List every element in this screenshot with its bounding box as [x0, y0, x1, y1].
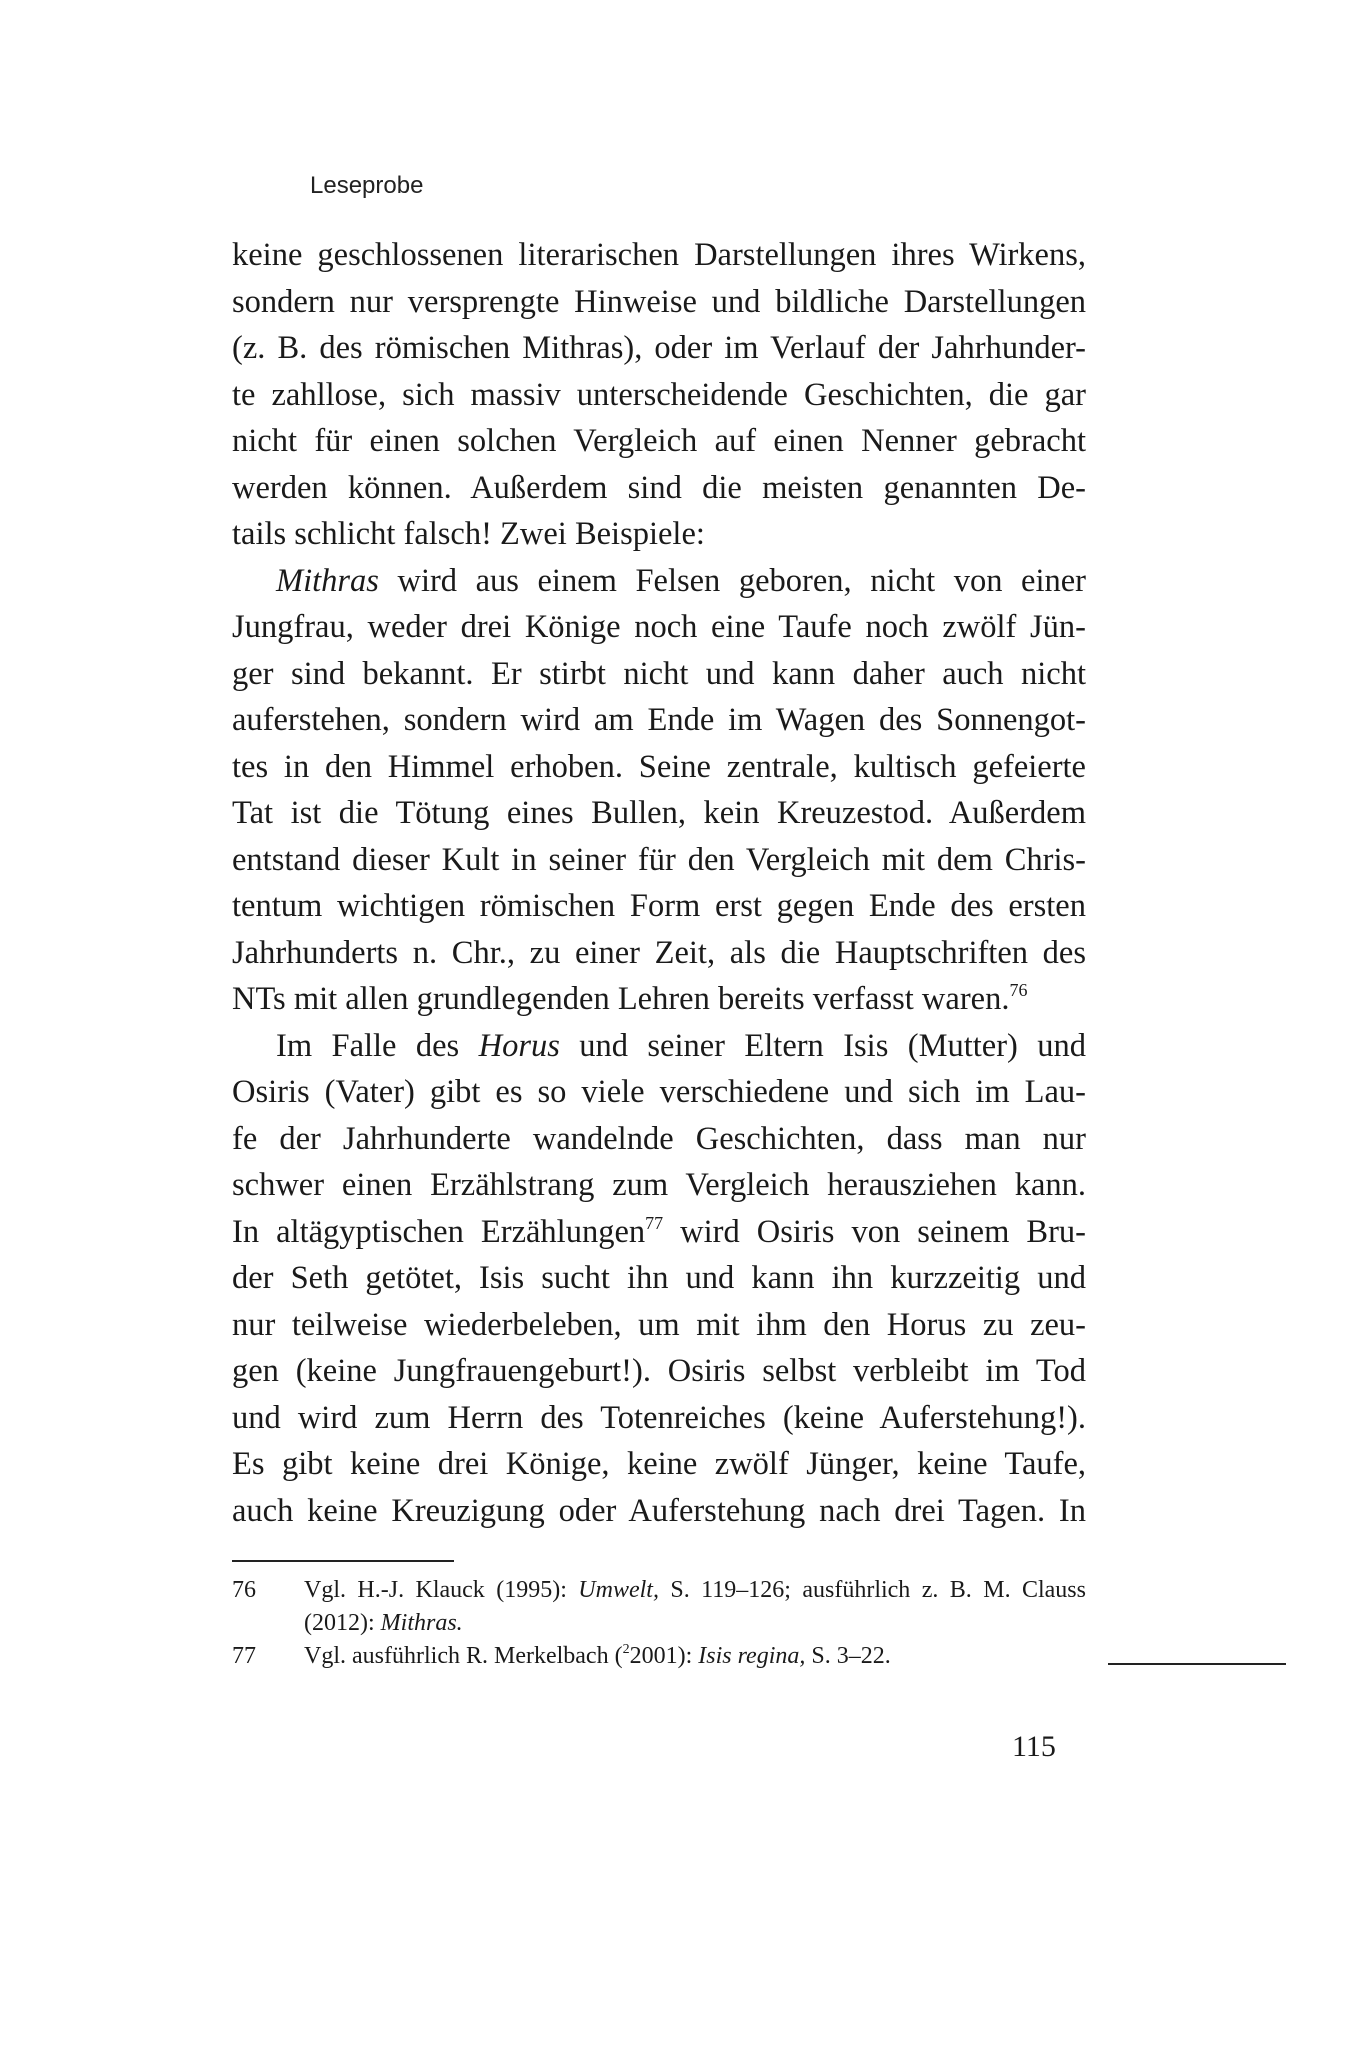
margin-rule — [1108, 1663, 1286, 1665]
text-run: wird aus einem Felsen geboren, nicht von einer — [378, 562, 1086, 599]
emphasis: Horus — [478, 1027, 560, 1064]
text-line: fe der Jahrhunderte wandelnde Geschichten, dass man nur — [232, 1120, 1086, 1157]
text-line: Osiris (Vater) gibt es so viele verschiedene und sich im Lau- — [232, 1074, 1086, 1110]
footnote-76 — [232, 1574, 1086, 1640]
text-line: sondern nur versprengte Hinweise und bildliche Darstellungen — [232, 283, 1086, 320]
edition-superscript: 2 — [622, 1642, 630, 1657]
text-line: nur teilweise wiederbeleben, um mit ihm den Horus zu zeu- — [232, 1306, 1086, 1343]
text-run: NTs mit allen grundlegenden Lehren bereits verfasst waren. — [232, 981, 1010, 1017]
text-run: Im Falle des — [276, 1027, 479, 1064]
text-line: ger sind bekannt. Er stirbt nicht und kann daher auch nicht — [232, 655, 1086, 692]
text-line: tentum wichtigen römischen Form erst gegen Ende des ersten — [232, 888, 1086, 924]
footnotes — [232, 1574, 1086, 1673]
text-line: gen (keine Jungfrauengeburt!). Osiris selbst verbleibt im Tod — [232, 1353, 1086, 1389]
text-line: keine geschlossenen literarischen Darstellungen ihres Wirkens, — [232, 237, 1086, 273]
text-line: der Seth getötet, Isis sucht ihn und kann ihn kurzzeitig und — [232, 1260, 1086, 1296]
footnote-line — [304, 1574, 1086, 1607]
text-run: S. 3–22. — [805, 1643, 891, 1669]
text-run: und seiner Eltern Isis (Mutter) und — [559, 1027, 1086, 1064]
footnote-77 — [232, 1640, 1086, 1673]
footnote-divider — [232, 1560, 454, 1562]
text-line — [232, 1023, 1086, 1070]
text-line: te zahllose, sich massiv unterscheidende Geschichten, die gar — [232, 376, 1086, 413]
body-text — [232, 232, 1086, 1534]
text-run: In altägyptischen Erzählungen — [232, 1213, 646, 1250]
footnote-text — [304, 1574, 1086, 1640]
page-header-label: Leseprobe — [310, 172, 424, 199]
footnote-ref-77: 77 — [645, 1212, 664, 1233]
footnote-line — [304, 1607, 1086, 1640]
text-line: nicht für einen solchen Vergleich auf einen Nenner gebracht — [232, 423, 1086, 459]
footnote-ref-76: 76 — [1009, 980, 1028, 1000]
text-line — [232, 1209, 1086, 1256]
text-line — [232, 976, 1086, 1023]
paragraph — [232, 558, 1086, 1023]
text-line: Jungfrau, weder drei Könige noch eine Taufe noch zwölf Jün- — [232, 609, 1086, 645]
text-line: Jahrhunderts n. Chr., zu einer Zeit, als die Hauptschriften des — [232, 934, 1086, 971]
text-line: tails schlicht falsch! Zwei Beispiele: — [232, 516, 705, 552]
text-line — [232, 558, 1086, 605]
text-run: wird Osiris von seinem Bru- — [663, 1213, 1086, 1250]
text-run: Vgl. ausführlich R. Merkelbach ( — [304, 1643, 623, 1669]
footnote-number: 77 — [232, 1643, 256, 1669]
text-line: werden können. Außerdem sind die meisten genannten De- — [232, 469, 1086, 506]
text-line: Tat ist die Tötung eines Bullen, kein Kreuzestod. Außerdem — [232, 795, 1086, 831]
text-line: Es gibt keine drei Könige, keine zwölf Jünger, keine Taufe, — [232, 1446, 1086, 1482]
text-line: entstand dieser Kult in seiner für den Vergleich mit dem Chris- — [232, 841, 1086, 878]
paragraph — [232, 1023, 1086, 1535]
text-line: schwer einen Erzählstrang zum Vergleich herausziehen kann. — [232, 1167, 1086, 1203]
page-number: 115 — [1012, 1730, 1056, 1763]
text-run: (2012): — [304, 1610, 381, 1636]
text-line: auch keine Kreuzigung oder Auferstehung nach drei Tagen. In — [232, 1492, 1086, 1529]
text-line: und wird zum Herrn des Totenreiches (keine Auferstehung!). — [232, 1399, 1086, 1436]
text-run: Vgl. H.-J. Klauck (1995): — [304, 1577, 579, 1603]
text-run: 2001): — [629, 1643, 699, 1669]
emphasis: Mithras — [276, 562, 379, 599]
paragraph — [232, 232, 1086, 558]
emphasis: Umwelt, — [578, 1577, 659, 1603]
text-run: S. 119–126; ausführlich z. B. M. Clauss — [658, 1577, 1086, 1603]
text-line: (z. B. des römischen Mithras), oder im Verlauf der Jahrhunder- — [232, 330, 1086, 366]
emphasis: Mithras. — [380, 1610, 463, 1636]
emphasis: Isis regina, — [698, 1643, 806, 1669]
footnote-text — [304, 1640, 1086, 1673]
footnote-number: 76 — [232, 1577, 256, 1603]
text-line: tes in den Himmel erhoben. Seine zentrale, kultisch gefeierte — [232, 748, 1086, 785]
text-line: auferstehen, sondern wird am Ende im Wagen des Sonnengot- — [232, 702, 1086, 738]
